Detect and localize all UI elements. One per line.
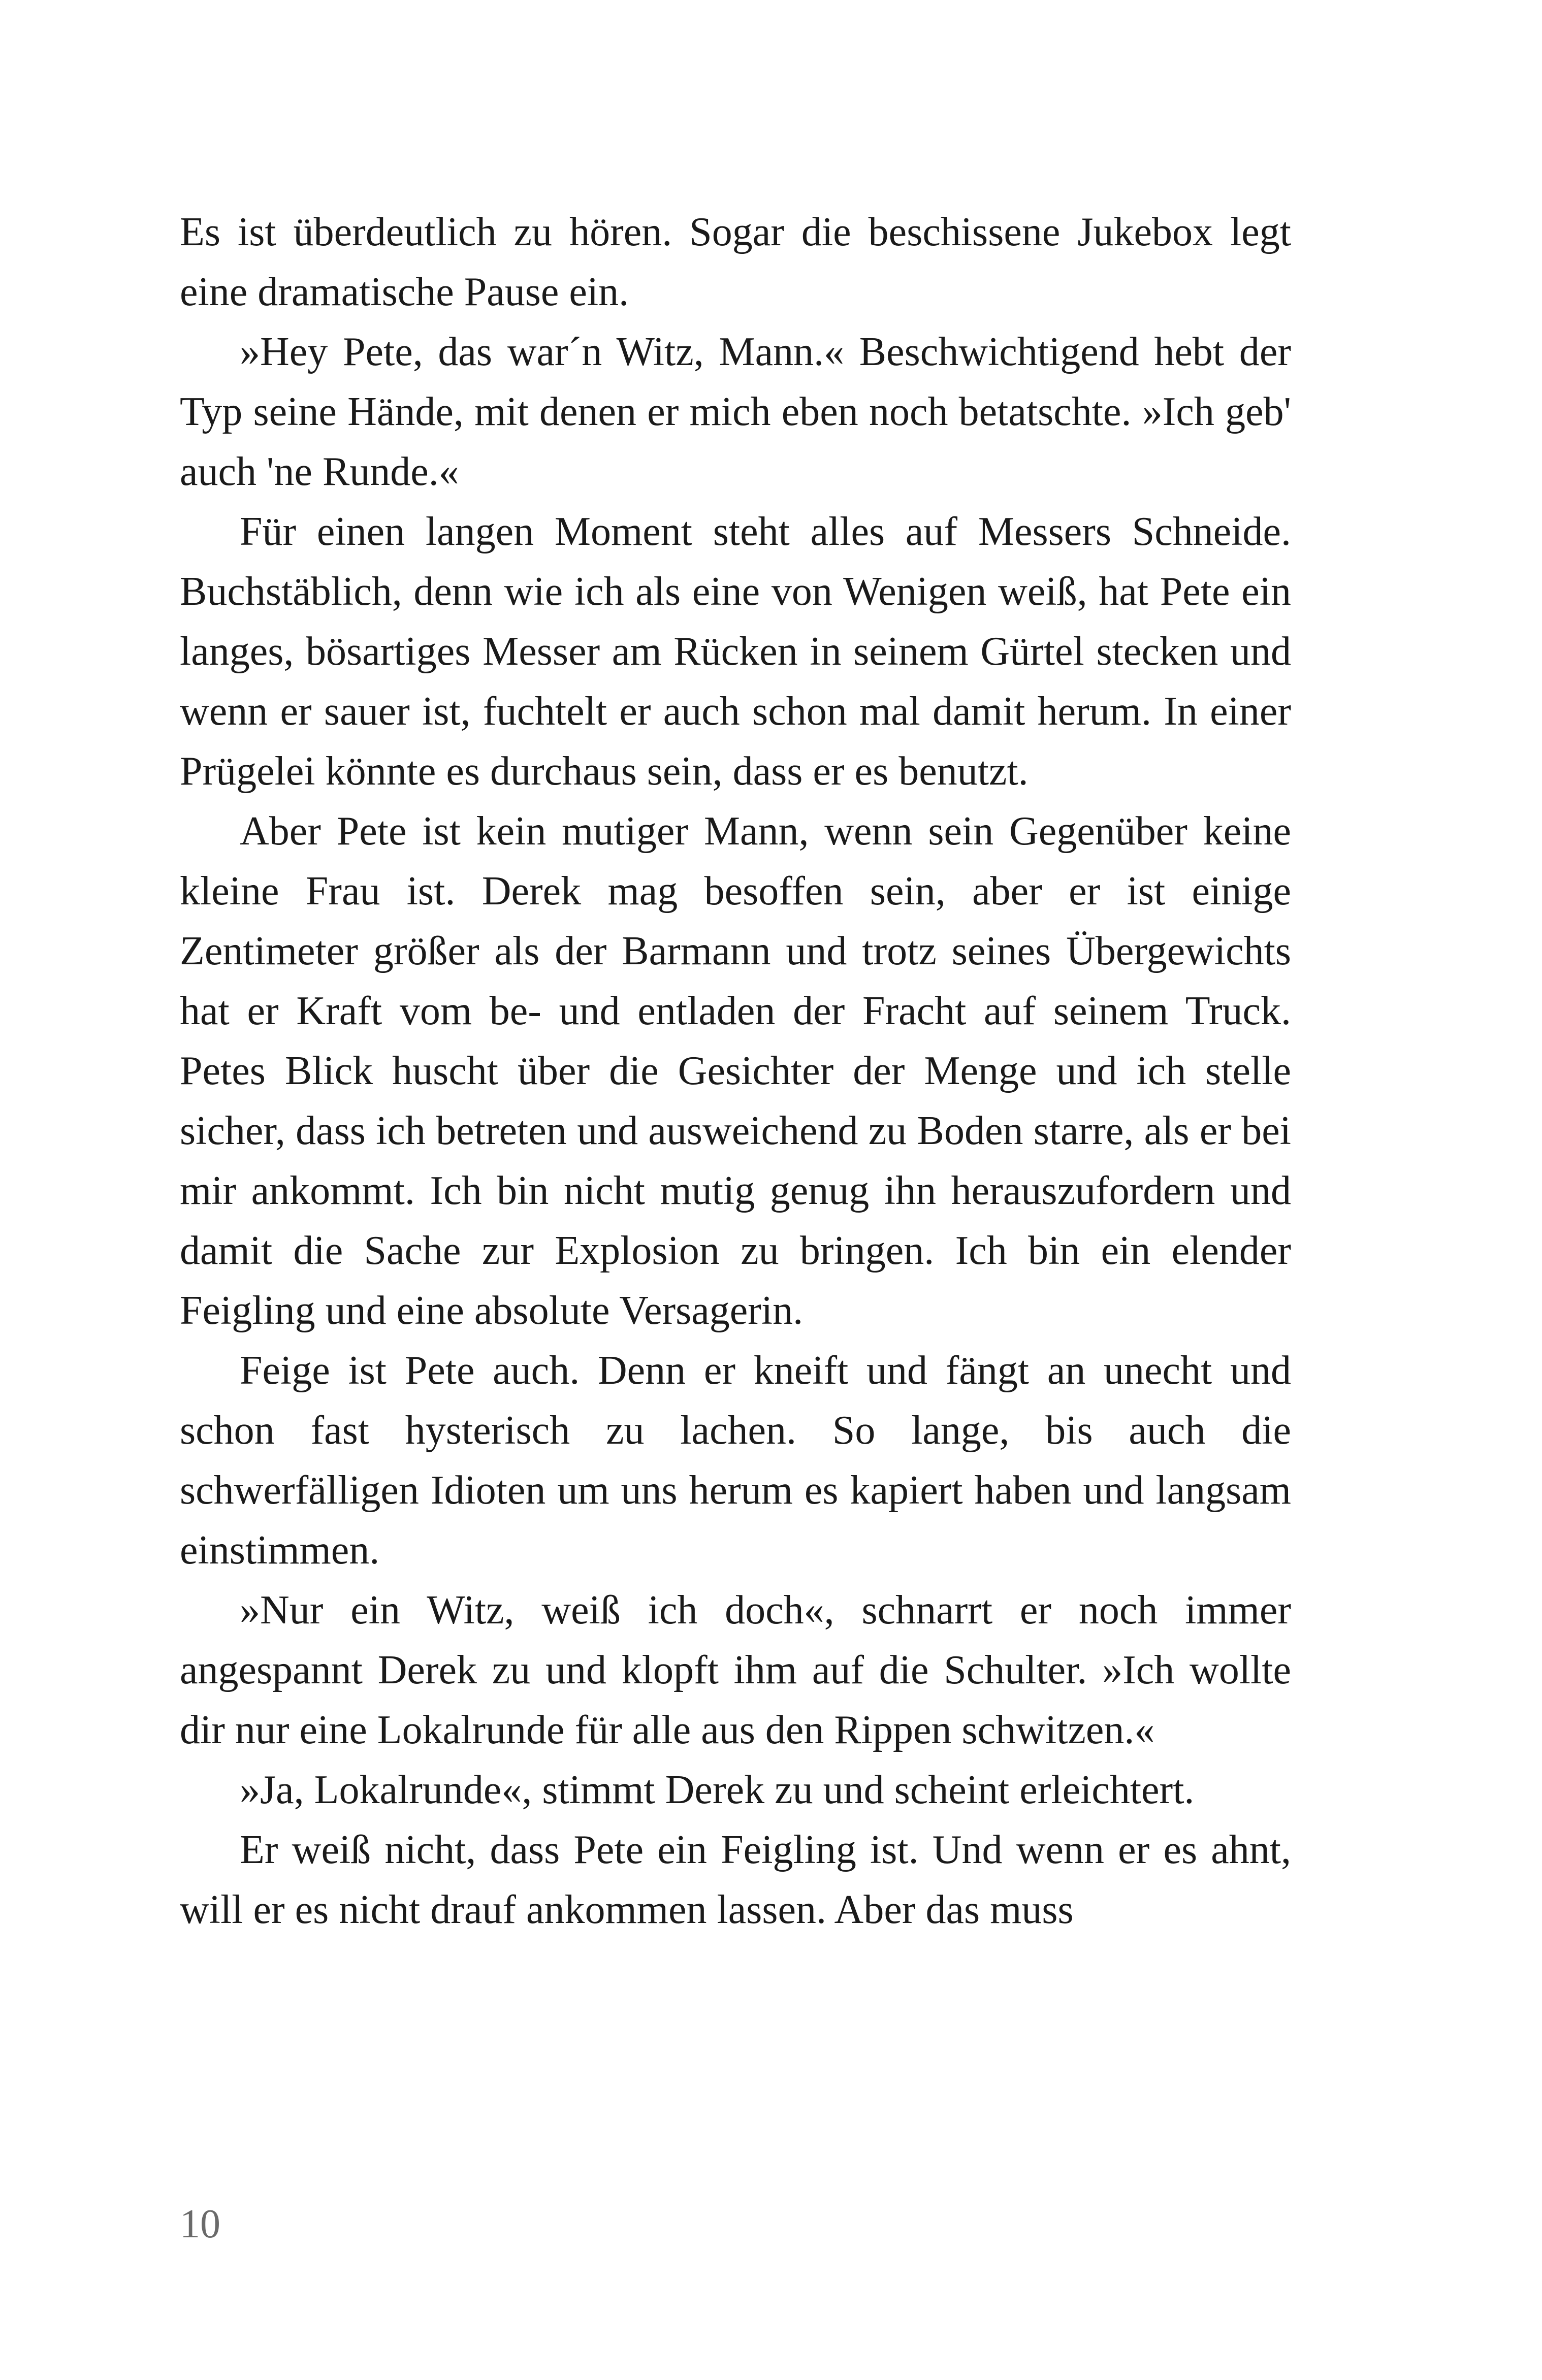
paragraph-8: Er weiß nicht, dass Pete ein Feigling ist. Und wenn er es ahnt, will er es nicht drauf ankommen lassen. Aber das muss xyxy=(180,1828,1291,1932)
paragraph-4: Aber Pete ist kein mutiger Mann, wenn sein Gegenüber keine kleine Frau ist. Derek mag besoffen sein, aber er ist einige Zentimeter größer als der Barmann und trotz seines Übergewichts hat er Kraft vom be- und entladen der Fracht auf seinem Truck. Petes Blick huscht über die Gesichter der Menge und ich stelle sicher, dass ich betreten und ausweichend zu Boden starre, als er bei mir ankommt. Ich bin nicht mutig genug ihn herauszufordern und damit die Sache zur Explosion zu bringen. Ich bin ein elender Feigling und eine absolute Versagerin. xyxy=(180,809,1291,1333)
paragraph-7: »Ja, Lokalrunde«, stimmt Derek zu und scheint erleichtert. xyxy=(240,1768,1195,1812)
paragraph-6: »Nur ein Witz, weiß ich doch«, schnarrt er noch immer angespannt Derek zu und klopft ihm auf die Schulter. »Ich wollte dir nur eine Lokalrunde für alle aus den Rippen schwitzen.« xyxy=(180,1588,1291,1752)
paragraph-3: Für einen langen Moment steht alles auf Messers Schneide. Buchstäblich, denn wie ich als eine von Wenigen weiß, hat Pete ein langes, bösartiges Messer am Rücken in seinem Gürtel stecken und wenn er sauer ist, fuchtelt er auch schon mal damit herum. In einer Prügelei könnte es durchaus sein, dass er es benutzt. xyxy=(180,509,1291,794)
body-text xyxy=(180,202,1291,1940)
page-number: 10 xyxy=(180,2202,220,2246)
paragraph-2: »Hey Pete, das war´n Witz, Mann.« Beschwichtigend hebt der Typ seine Hände, mit denen er mich eben noch betatschte. »Ich geb' auch 'ne Runde.« xyxy=(180,330,1291,494)
paragraph-5: Feige ist Pete auch. Denn er kneift und fängt an unecht und schon fast hysterisch zu lachen. So lange, bis auch die schwerfälligen Idioten um uns herum es kapiert haben und langsam einstimmen. xyxy=(180,1348,1291,1573)
paragraph-1: Es ist überdeutlich zu hören. Sogar die beschissene Jukebox legt eine dramatische Pause ein. xyxy=(180,210,1291,314)
